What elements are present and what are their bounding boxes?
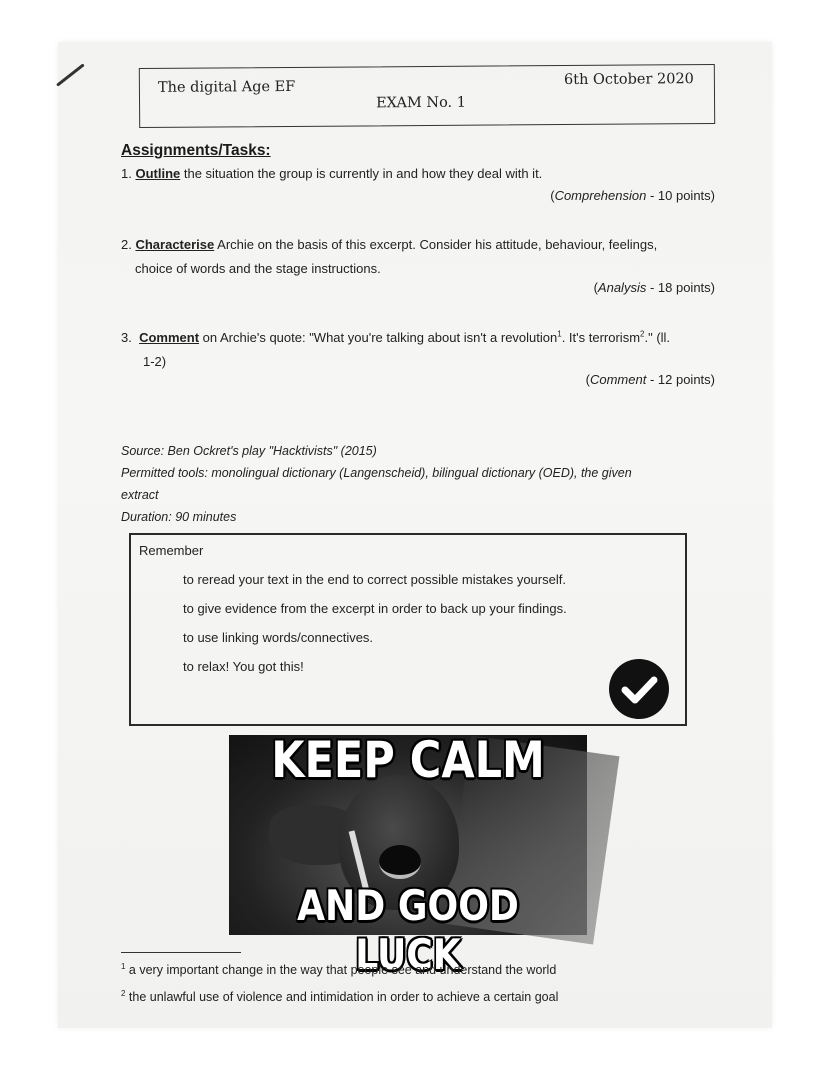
- task-points: - 12 points): [646, 372, 715, 387]
- footnote-text: the unlawful use of violence and intimidation in order to achieve a certain goal: [125, 990, 559, 1004]
- footnote-1: [121, 963, 556, 977]
- task-number: 2.: [121, 237, 132, 252]
- task-3: [121, 326, 721, 374]
- duration-line: Duration: 90 minutes: [121, 510, 237, 524]
- task-points: - 10 points): [646, 188, 715, 203]
- remember-item: to give evidence from the excerpt in order to back up your findings.: [183, 601, 567, 616]
- task-category: Comprehension: [554, 188, 647, 203]
- task-text-continued: choice of words and the stage instructions.: [135, 261, 381, 276]
- task-text-mid: . It's terrorism: [561, 330, 641, 345]
- task-text: the situation the group is currently in and how they deal with it.: [180, 166, 543, 181]
- task-text-end: ." (ll.: [644, 330, 671, 345]
- remember-item: to use linking words/connectives.: [183, 630, 374, 645]
- exam-date: 6th October 2020: [563, 71, 694, 89]
- task-keyword: Characterise: [135, 237, 215, 252]
- course-title: The digital Age EF: [157, 78, 296, 96]
- footnote-ref-1: 1: [557, 329, 562, 339]
- remember-box: [129, 533, 687, 726]
- footnote-divider: [121, 952, 241, 953]
- remember-title: Remember: [139, 543, 204, 558]
- task-number: 1.: [121, 166, 132, 181]
- exam-number: EXAM No. 1: [375, 94, 467, 112]
- exam-header-box: [139, 64, 715, 128]
- tools-line-continued: extract: [121, 488, 159, 502]
- task-text: Archie on the basis of this excerpt. Consider his attitude, behaviour, feelings,: [214, 237, 658, 252]
- footnote-2: [121, 990, 558, 1004]
- task-text: on Archie's quote: "What you're talking about isn't a revolution: [199, 330, 558, 345]
- remember-item: to reread your text in the end to correct possible mistakes yourself.: [183, 572, 566, 587]
- task-points: - 18 points): [646, 280, 715, 295]
- meme-bottom-text: AND GOOD LUCK: [297, 881, 519, 979]
- task-1: [121, 162, 721, 186]
- task-category: Comment: [589, 372, 647, 387]
- assignments-heading: Assignments/Tasks:: [121, 142, 271, 159]
- footnote-mark: 2: [121, 988, 126, 998]
- task-keyword: Comment: [139, 330, 200, 345]
- task-keyword: Outline: [135, 166, 181, 181]
- task-text-continued: 1-2): [143, 354, 167, 369]
- tools-line: Permitted tools: monolingual dictionary (Langenscheid), bilingual dictionary (OED), the given: [121, 466, 632, 480]
- remember-item: to relax! You got this!: [183, 659, 304, 674]
- meme-top-text: KEEP CALM: [271, 731, 545, 789]
- footnote-mark: 1: [121, 961, 126, 971]
- task-2-points: (Analysis - 18 points): [593, 280, 715, 295]
- exam-meta: [121, 440, 721, 528]
- task-1-points: (Comprehension - 10 points): [550, 188, 715, 203]
- task-number: 3.: [121, 330, 132, 345]
- task-2: [121, 233, 721, 281]
- footnote-text: a very important change in the way that people see and understand the world: [125, 963, 557, 977]
- source-line: Source: Ben Ockret's play "Hacktivists" (2015): [121, 444, 377, 458]
- footnote-ref-2: 2: [640, 329, 645, 339]
- meme-mouth: [379, 845, 421, 879]
- task-category: Analysis: [597, 280, 647, 295]
- task-3-points: (Comment - 12 points): [585, 372, 715, 387]
- checkmark-icon: [609, 659, 669, 719]
